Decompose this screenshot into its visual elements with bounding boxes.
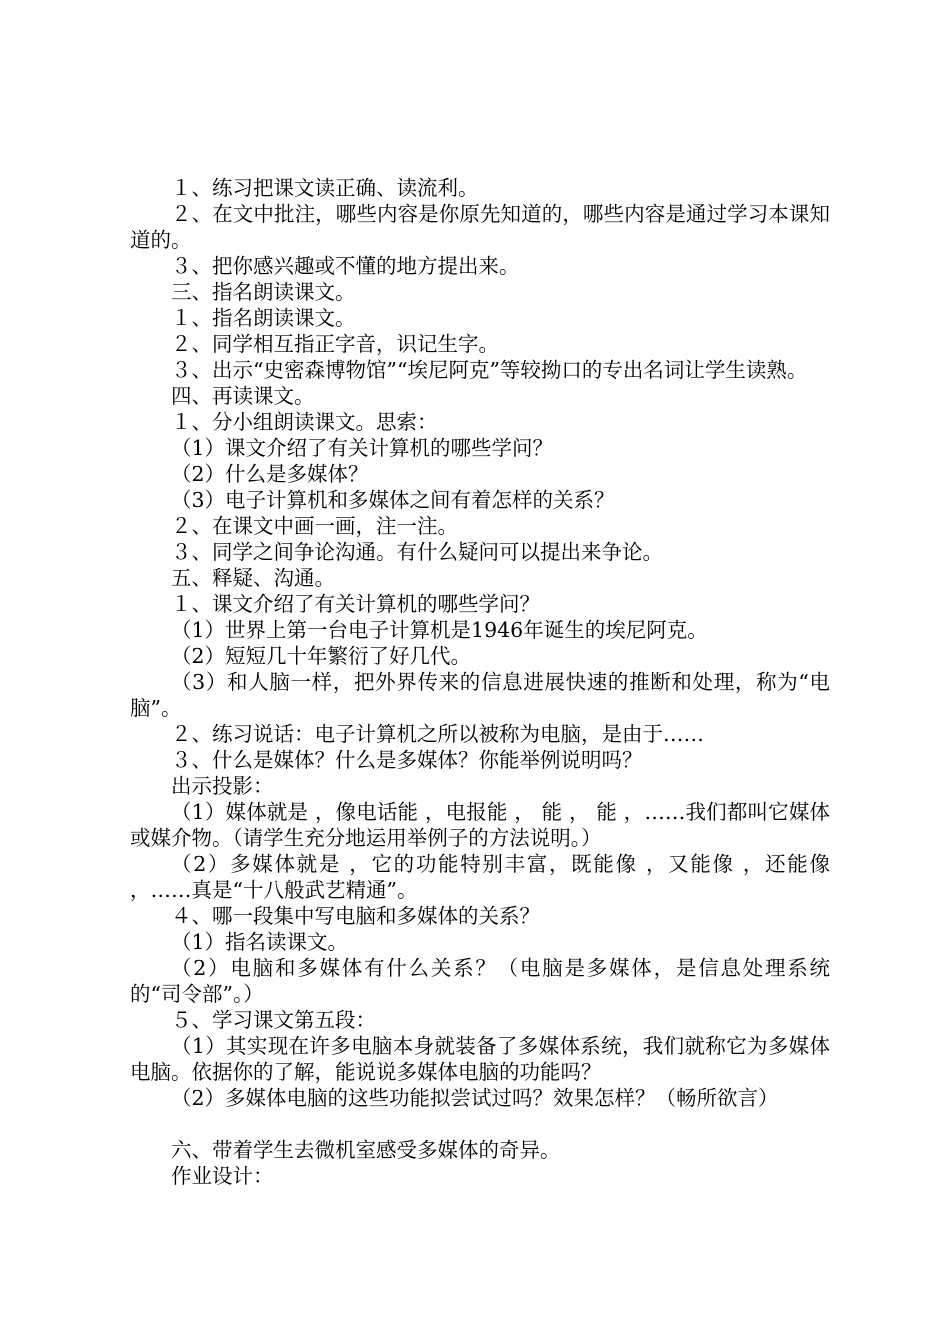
- paragraph: 作业设计：: [171, 1164, 274, 1188]
- paragraph: ４、哪一段集中写电脑和多媒体的关系？: [171, 904, 540, 928]
- paragraph: （1）世界上第一台电子计算机是1946年诞生的埃尼阿克。: [171, 618, 708, 642]
- paragraph: （3）和人脑一样，把外界传来的信息进展快速的推断和处理，称为“电脑”。: [130, 670, 830, 720]
- blank-line: [130, 1111, 830, 1137]
- paragraph: ３、把你感兴趣或不懂的地方提出来。: [171, 254, 520, 278]
- document-page: [130, 175, 830, 1189]
- paragraph: （1）指名读课文。: [171, 930, 349, 954]
- paragraph: １、课文介绍了有关计算机的哪些学问？: [171, 592, 540, 616]
- paragraph: （2）什么是多媒体？: [171, 462, 369, 486]
- paragraph: ２、同学相互指正字音，识记生字。: [171, 332, 499, 356]
- paragraph: （1）课文介绍了有关计算机的哪些学问？: [171, 436, 554, 460]
- section-heading: 三、指名朗读课文。: [171, 280, 356, 304]
- paragraph: （1）其实现在许多电脑本身就装备了多媒体系统，我们就称它为多媒体电脑。依据你的了解，能说说多媒体电脑的功能吗？: [130, 1034, 830, 1084]
- paragraph: ２、在文中批注，哪些内容是你原先知道的，哪些内容是通过学习本课知道的。: [130, 202, 830, 252]
- paragraph: ２、在课文中画一画，注一注。: [171, 514, 458, 538]
- paragraph: ３、同学之间争论沟通。有什么疑问可以提出来争论。: [171, 540, 663, 564]
- paragraph: （1）媒体就是 ，像电话能 ，电报能 ， 能 ， 能 ，……我们都叫它媒体或媒介物。（请学生充分地运用举例子的方法说明。）: [130, 800, 830, 850]
- paragraph: ２、练习说话：电子计算机之所以被称为电脑，是由于……: [171, 722, 704, 746]
- paragraph: （2）短短几十年繁衍了好几代。: [171, 644, 472, 668]
- paragraph: （2）电脑和多媒体有什么关系？（电脑是多媒体，是信息处理系统的“司令部”。）: [130, 956, 830, 1006]
- paragraph: ３、什么是媒体？什么是多媒体？你能举例说明吗？: [171, 748, 643, 772]
- paragraph: 出示投影：: [171, 774, 274, 798]
- section-heading: 五、释疑、沟通。: [171, 566, 335, 590]
- paragraph: １、分小组朗读课文。思索：: [171, 410, 438, 434]
- paragraph: ５、学习课文第五段：: [171, 1008, 376, 1032]
- paragraph: （3）电子计算机和多媒体之间有着怎样的关系？: [171, 488, 615, 512]
- section-heading: 四、再读课文。: [171, 384, 315, 408]
- paragraph: （2）多媒体电脑的这些功能拟尝试过吗？效果怎样？（畅所欲言）: [171, 1086, 779, 1110]
- section-heading: 六、带着学生去微机室感受多媒体的奇异。: [171, 1138, 561, 1162]
- paragraph: （2）多媒体就是 ，它的功能特别丰富，既能像 ，又能像 ，还能像 ，……真是“十八般武艺精通”。: [130, 852, 830, 902]
- paragraph: １、练习把课文读正确、读流利。: [171, 176, 479, 200]
- paragraph: １、指名朗读课文。: [171, 306, 356, 330]
- paragraph: ３、出示“史密森博物馆”“埃尼阿克”等较拗口的专出名词让学生读熟。: [171, 358, 808, 382]
